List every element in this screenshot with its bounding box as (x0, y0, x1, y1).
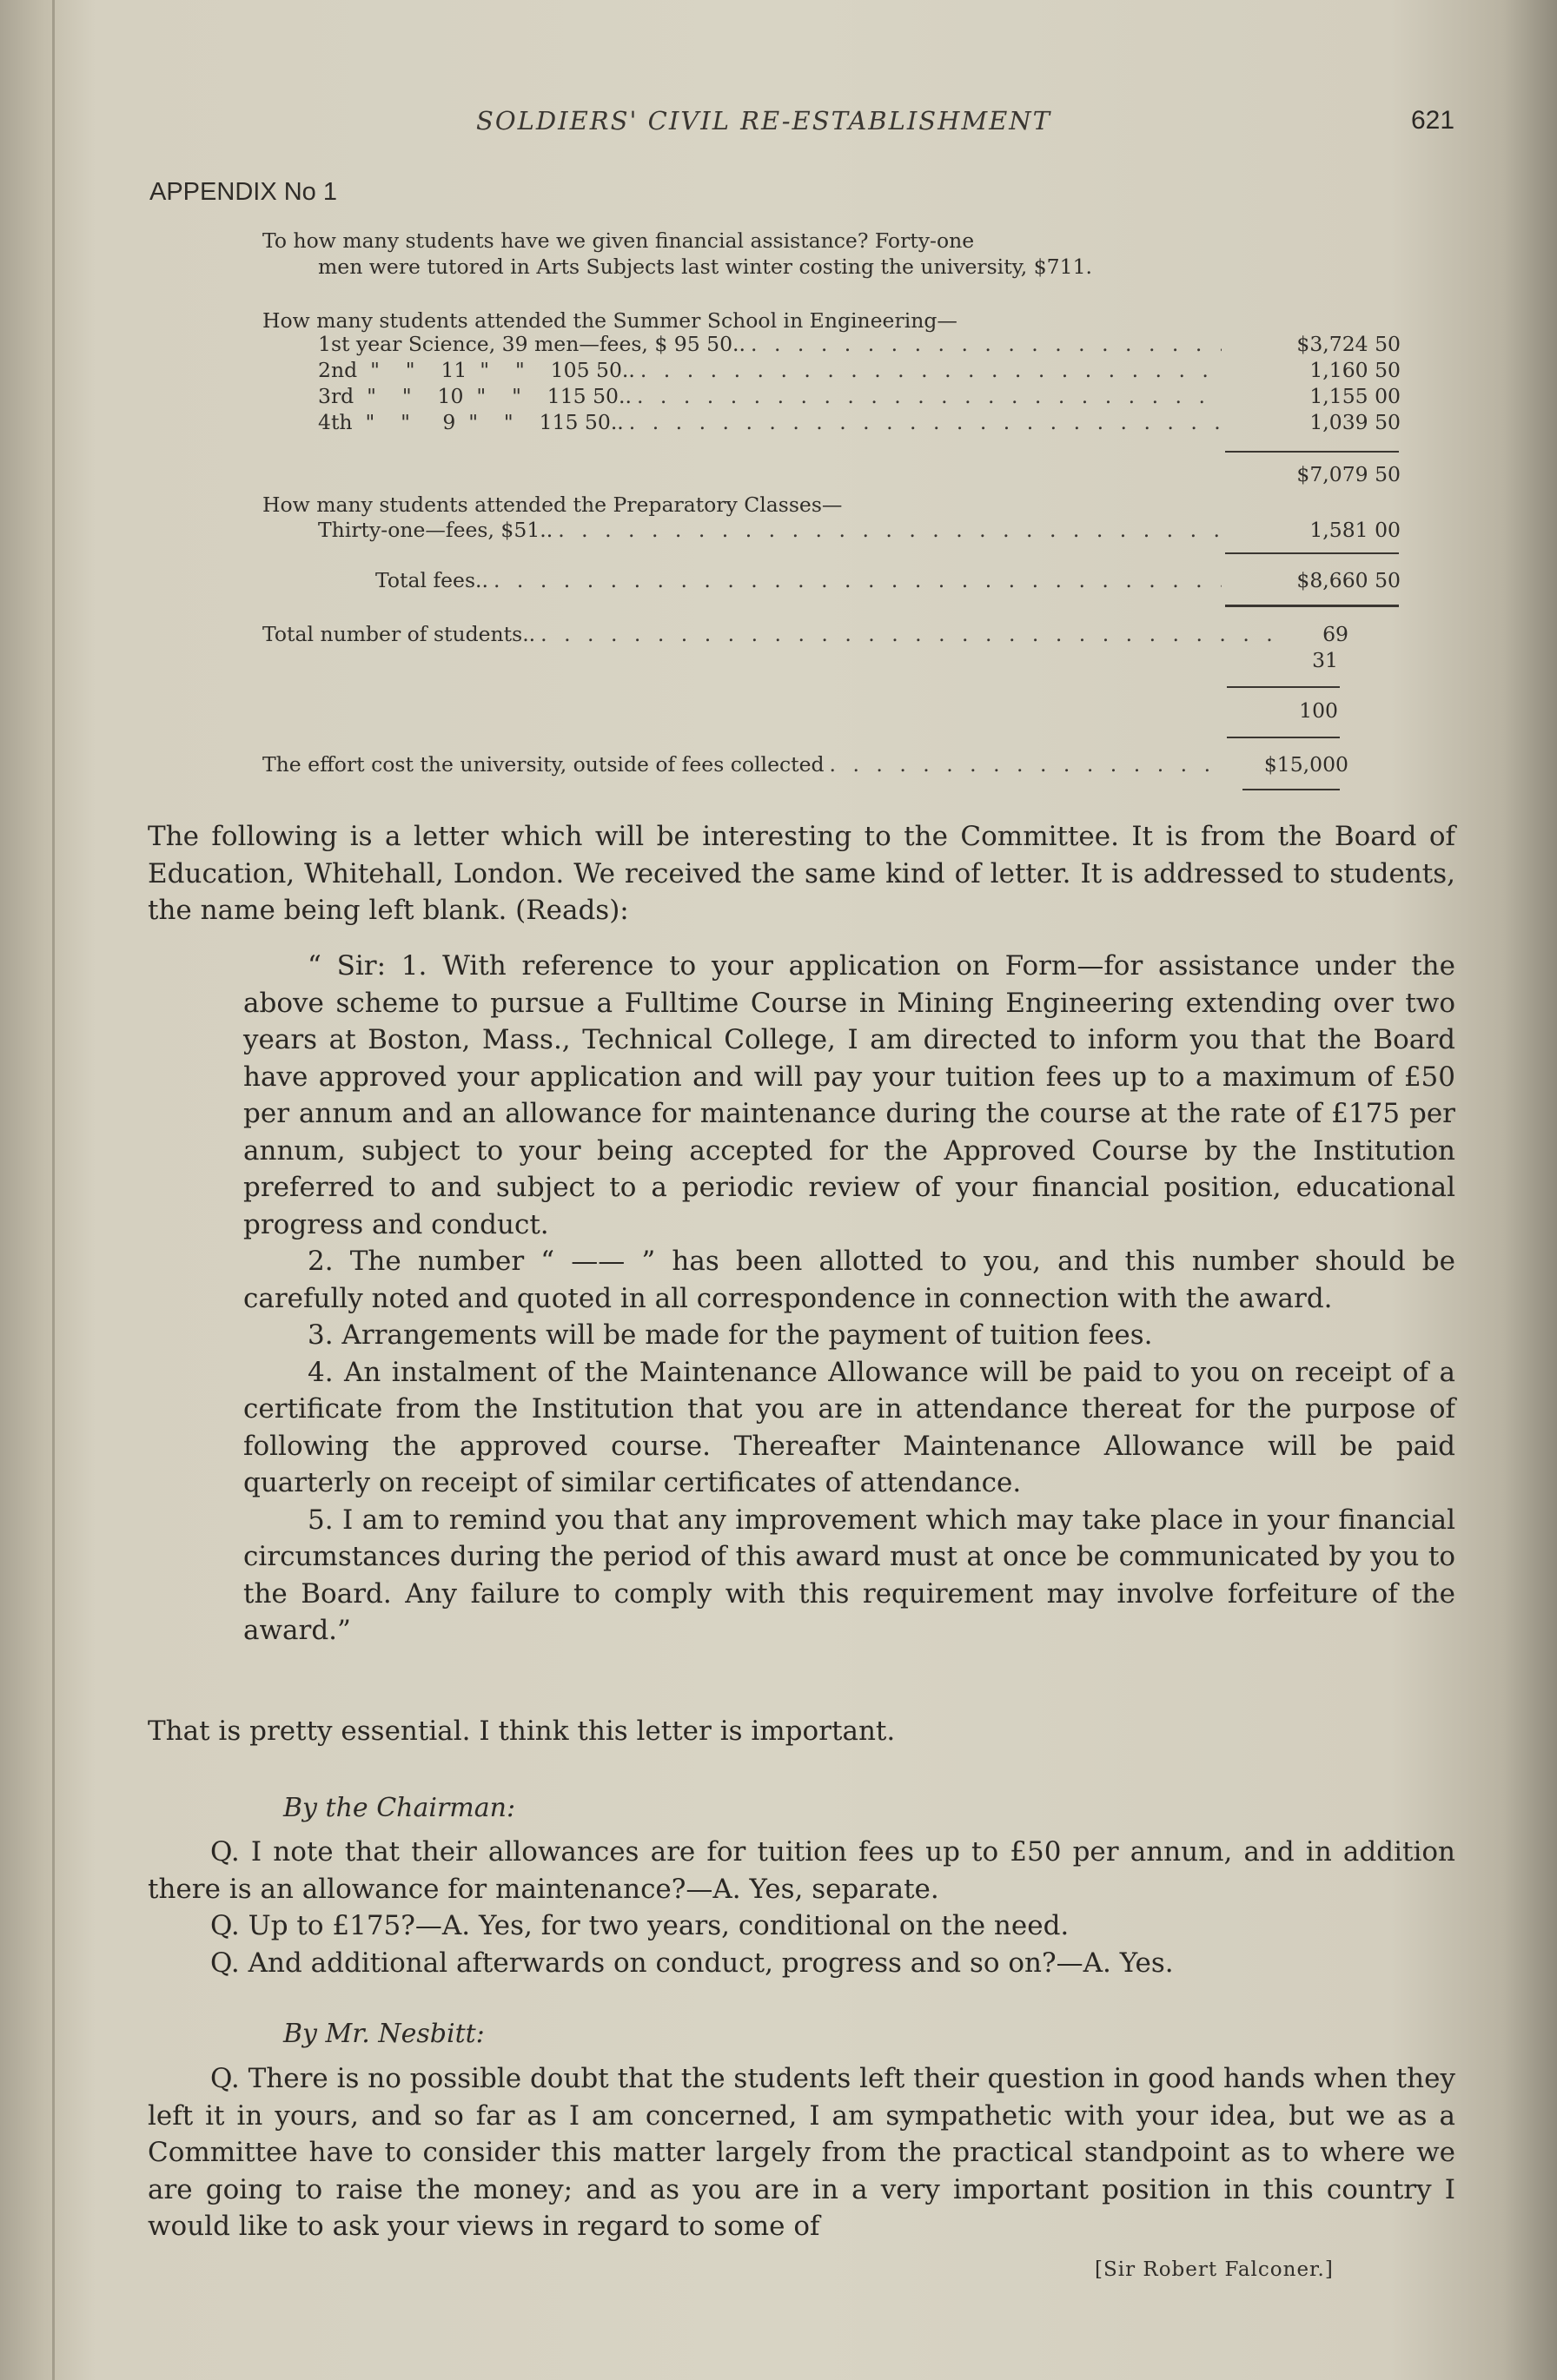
letter-paragraph-5: 5. I am to remind you that any improvement which may take place in your financial circumstances during the period of this award must at once be communicated by you to the Board. Any failure to comply with this requirement may involve forfeiture of the award.” (243, 1504, 1455, 1646)
speaker-chairman: By the Chairman: (283, 1793, 516, 1823)
effort-cost-row (262, 752, 1348, 780)
question-summer-school: How many students attended the Summer School in Engineering— (262, 308, 957, 333)
letter-paragraph-2: 2. The number “ —— ” has been allotted to you, and this number should be carefully noted and quoted in all correspondence in connection with the award. (243, 1246, 1455, 1314)
question-lead: To how many students have we given financial assistance? Forty-one (262, 228, 975, 253)
table-row (318, 384, 1401, 412)
row-label: 3rd " " 10 " " 115 50.. (318, 384, 632, 408)
after-letter-text: That is pretty essential. I think this letter is important. (148, 1716, 896, 1747)
question-preparatory: How many students attended the Preparatory Classes— (262, 493, 843, 517)
qa-2: Q. Up to £175?—A. Yes, for two years, conditional on the need. (210, 1910, 1070, 1941)
table-row (318, 358, 1401, 386)
row-amount: 1,581 00 (1309, 518, 1401, 542)
subtotal-rule (1225, 451, 1399, 453)
row-amount: $3,724 50 (1296, 332, 1401, 356)
running-head: SOLDIERS' CIVIL RE-ESTABLISHMENT (476, 106, 1052, 136)
row-label: 1st year Science, 39 men—fees, $ 95 50.. (318, 332, 745, 356)
students-count-b: 31 (1312, 648, 1338, 672)
intro-paragraph (148, 818, 1455, 929)
subtotal-rule (1225, 552, 1399, 554)
dot-leader (637, 384, 1222, 408)
dot-leader (629, 410, 1222, 434)
qa-4: Q. There is no possible doubt that the students left their question in good hands when they left it in yours, and so far as I am concerned, I am sympathetic with your idea, but we as a Committee have to consider this matter largely from the practical standpoint as to where we are going to raise the money; and as you are in a very important position in this country I would like to ask your views in regard to some of (148, 2063, 1456, 2242)
total-fees-row (375, 568, 1401, 596)
question-continuation: men were tutored in Arts Subjects last winter costing the university, $711. (318, 255, 1093, 279)
question-financial-assistance (262, 228, 1227, 280)
dot-leader (830, 752, 1222, 777)
dot-leader (540, 622, 1274, 646)
row-amount: 1,155 00 (1309, 384, 1401, 408)
qa-3: Q. And additional afterwards on conduct, progress and so on?—A. Yes. (210, 1947, 1174, 1979)
row-label: 4th " " 9 " " 115 50.. (318, 410, 624, 434)
row-label: Total fees.. (375, 568, 488, 592)
binding-gutter (52, 0, 55, 2380)
dot-leader (751, 332, 1222, 356)
intro-text: The following is a letter which will be interesting to the Committee. It is from the Board of Education, Whitehall, London. We received the same kind of letter. It is addressed to students, the name being left blank. (Reads): (148, 821, 1455, 926)
page-number: 621 (1411, 106, 1455, 135)
row-amount: 1,160 50 (1309, 358, 1401, 382)
total-students-row (262, 622, 1348, 650)
table-row (318, 518, 1401, 545)
row-label: Thirty-one—fees, $51.. (318, 518, 553, 542)
effort-amount: $15,000 (1263, 752, 1348, 777)
after-letter-paragraph (148, 1713, 1455, 1750)
table-row (318, 332, 1401, 360)
students-count-a: 69 (1322, 622, 1348, 646)
total-rule (1225, 605, 1399, 607)
letter-paragraph-4: 4. An instalment of the Maintenance Allowance will be paid to you on receipt of a certificate from the Institution that you are in attendance thereat for the purpose of following the approved course. Thereafter Maintenance Allowance will be paid quarterly on receipt of similar certificates of attendance. (243, 1356, 1455, 1498)
speaker-nesbitt: By Mr. Nesbitt: (283, 2019, 485, 2049)
students-total: 100 (1299, 698, 1338, 723)
nesbitt-question (148, 2060, 1455, 2245)
students-rule (1227, 686, 1340, 688)
letter-paragraph-1: “ Sir: 1. With reference to your application on Form—for assistance under the above scheme to pursue a Fulltime Course in Mining Engineering extending over two years at Boston, Mass., Technical College, I am directed to inform you that the Board have approved your application and will pay your tuition fees up to a maximum of £50 per annum and an allowance for maintenance during the course at the rate of £175 per annum, subject to your being accepted for the Approved Course by the Institution preferred to and subject to a periodic review of your financial position, educational progress and conduct. (243, 950, 1455, 1240)
row-label: Total number of students.. (262, 622, 536, 646)
row-label: The effort cost the university, outside of fees collected (262, 752, 825, 777)
dot-leader (494, 568, 1222, 592)
effort-rule (1242, 789, 1340, 790)
total-fees-amount: $8,660 50 (1296, 568, 1401, 592)
qa-1: Q. I note that their allowances are for tuition fees up to £50 per annum, and in addition there is an allowance for maintenance?—A. Yes, separate. (148, 1836, 1455, 1905)
quoted-letter (243, 948, 1455, 1649)
chairman-questions (148, 1834, 1455, 1981)
dot-leader (558, 518, 1222, 542)
table-row (318, 410, 1401, 438)
page-header (0, 106, 1557, 141)
students-rule-bottom (1227, 737, 1340, 738)
letter-paragraph-3: 3. Arrangements will be made for the payment of tuition fees. (308, 1319, 1153, 1351)
row-amount: 1,039 50 (1309, 410, 1401, 434)
appendix-label: APPENDIX No 1 (149, 178, 337, 206)
summer-total: $7,079 50 (1296, 462, 1401, 486)
witness-name: [Sir Robert Falconer.] (1095, 2258, 1334, 2281)
dot-leader (640, 358, 1222, 382)
row-label: 2nd " " 11 " " 105 50.. (318, 358, 635, 382)
summer-total-row (262, 462, 1401, 490)
